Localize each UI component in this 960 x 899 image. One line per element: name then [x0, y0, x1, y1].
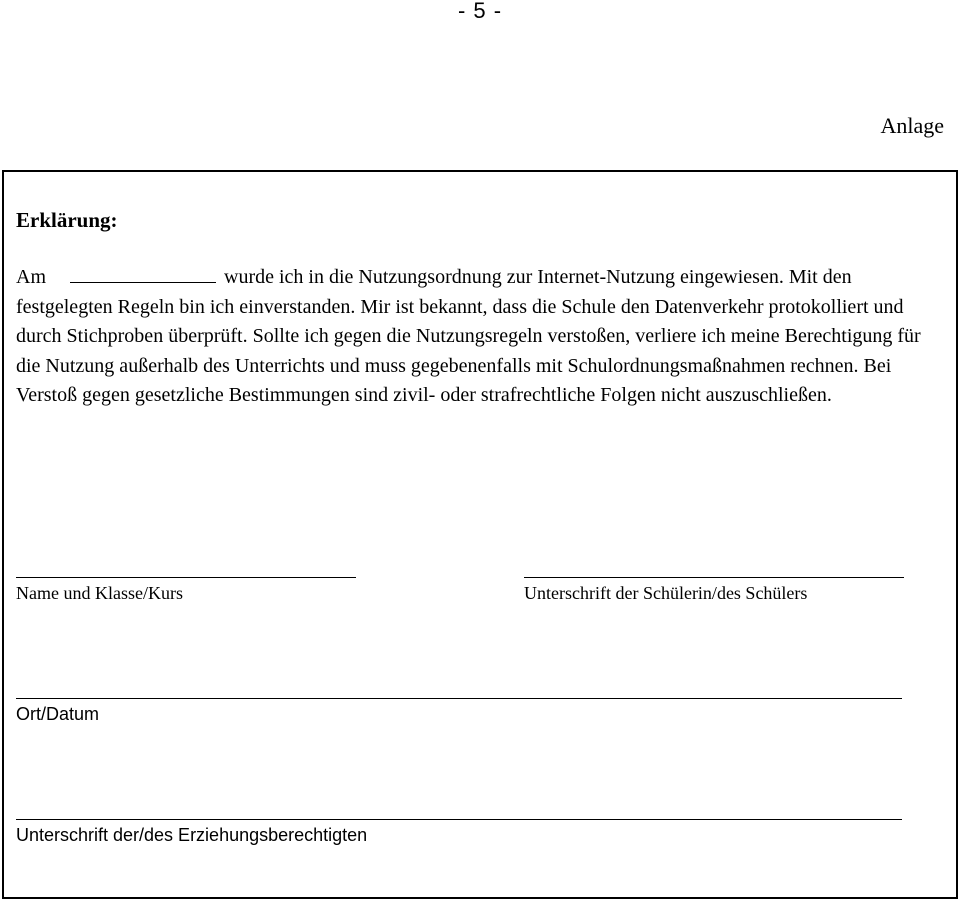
- declaration-text: wurde ich in die Nutzungsordnung zur Internet-Nutzung eingewiesen. Mit den festgelegten Regeln bin ich einverstanden. Mir ist bekannt, dass die Schule den Datenverkehr protokolliert und durch Stichproben überprüft. Sollte ich gegen die Nutzungsregeln verstoßen, verliere ich meine Berechtigung für die Nutzung außerhalb des Unterrichts und muss gegebenenfalls mit Schulordnungsmaßnahmen rechnen. Bei Verstoß gegen gesetzliche Bestimmungen sind zivil- oder strafrechtliche Folgen nicht auszuschließen.: [16, 266, 921, 406]
- place-date-label: Ort/Datum: [16, 704, 100, 724]
- guardian-signature-line[interactable]: [16, 819, 902, 820]
- declaration-prefix: Am: [16, 266, 46, 288]
- declaration-heading: Erklärung:: [16, 208, 118, 232]
- place-date-signature-line[interactable]: [16, 698, 902, 699]
- page-number: - 5 -: [457, 0, 503, 23]
- declaration-form-box: [2, 170, 958, 899]
- guardian-signature-label: Unterschrift der/des Erziehungsberechtigten: [16, 825, 368, 845]
- annex-label: Anlage: [880, 113, 944, 138]
- student-signature-line[interactable]: [524, 577, 904, 578]
- date-blank-line[interactable]: [70, 264, 216, 283]
- student-signature-label: Unterschrift der Schülerin/des Schülers: [524, 583, 808, 603]
- declaration-paragraph: [16, 263, 942, 411]
- name-class-signature-line[interactable]: [16, 577, 356, 578]
- name-class-label: Name und Klasse/Kurs: [16, 583, 183, 603]
